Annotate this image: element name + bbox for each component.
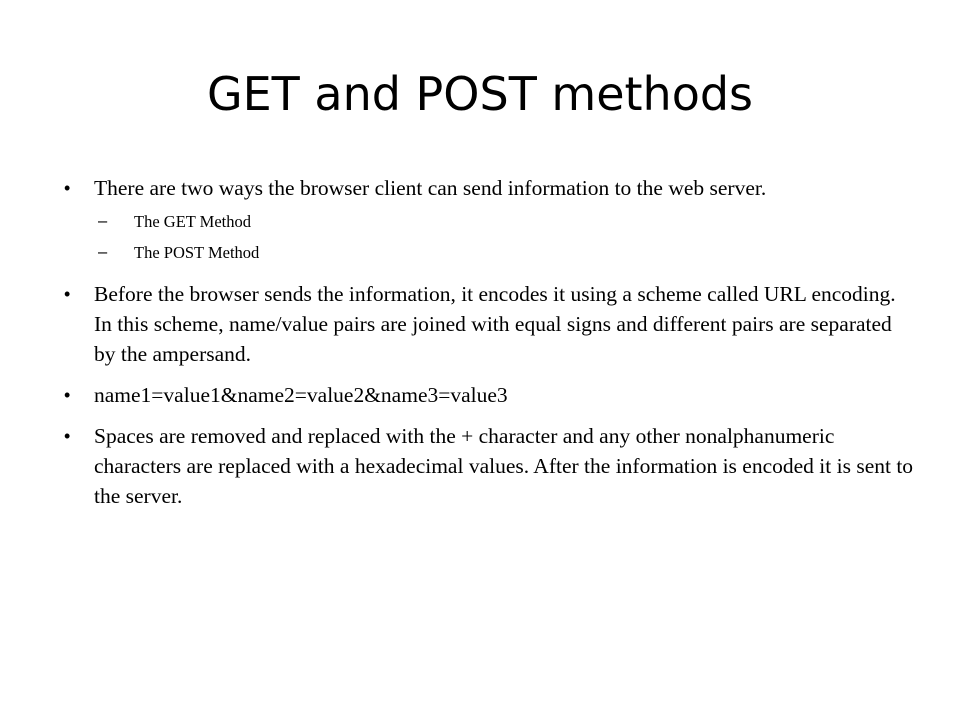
- bullet-text: name1=value1&name2=value2&name3=value3: [94, 383, 508, 407]
- bullet-item: [94, 173, 914, 268]
- bullet-item: [94, 279, 914, 369]
- dash-marker: –: [98, 243, 108, 261]
- sub-bullet-item: [94, 237, 914, 268]
- bullet-text: There are two ways the browser client can send information to the web server.: [94, 176, 767, 200]
- bullet-text: Before the browser sends the information, it encodes it using a scheme called URL encoding. In this scheme, name/value pairs are joined with equal signs and different pairs are separated by the ampersand.: [94, 282, 896, 366]
- bullet-text: Spaces are removed and replaced with the + character and any other nonalphanumeric characters are replaced with a hexadecimal values. After the information is encoded it is sent to the server.: [94, 424, 914, 508]
- sub-bullet-item: [94, 206, 914, 237]
- bullet-item: [94, 380, 914, 410]
- bullet-item: [94, 421, 914, 511]
- sub-bullet-text: The GET Method: [134, 212, 252, 231]
- slide-title: GET and POST methods: [206, 67, 754, 121]
- sub-bullet-text: The POST Method: [134, 243, 260, 262]
- bullet-list: [94, 173, 914, 522]
- dash-marker: –: [98, 212, 108, 230]
- sub-bullet-list: [94, 206, 914, 268]
